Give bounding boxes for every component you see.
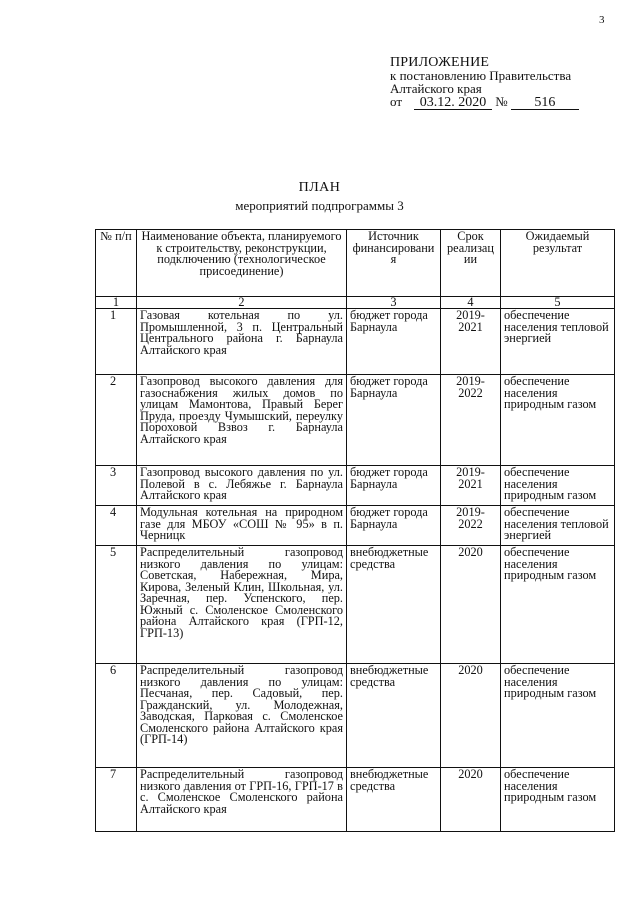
row-num: 5 bbox=[96, 546, 137, 664]
appendix-heading: ПРИЛОЖЕНИЕ bbox=[390, 55, 490, 70]
table-row bbox=[96, 466, 615, 506]
plan-table bbox=[95, 229, 615, 832]
page-number: 3 bbox=[599, 14, 605, 26]
plan-title: ПЛАН bbox=[298, 180, 341, 195]
row-source: внебюджетные средства bbox=[347, 768, 441, 832]
column-number: 5 bbox=[501, 297, 615, 309]
row-result: обеспечение населения природным газом bbox=[501, 466, 615, 506]
header-num: № п/п bbox=[96, 230, 137, 297]
row-period: 2019-2021 bbox=[441, 466, 501, 506]
table-row bbox=[96, 546, 615, 664]
header-source: Источник финансирования bbox=[347, 230, 441, 297]
row-result: обеспечение населения природным газом bbox=[501, 768, 615, 832]
column-number: 1 bbox=[96, 297, 137, 309]
row-source: бюджет города Барнаула bbox=[347, 309, 441, 375]
row-result: обеспечение населения природным газом bbox=[501, 546, 615, 664]
row-num: 3 bbox=[96, 466, 137, 506]
row-num: 6 bbox=[96, 664, 137, 768]
row-object: Газопровод высокого давления для газоснабжения жилых домов по улицам Мамонтова, Правый Берег Пруда, проезду Чумышский, переулку Пороховой Взвоз г. Барнаула Алтайского края bbox=[137, 375, 347, 466]
row-object: Распределительный газопровод низкого давления от ГРП-16, ГРП-17 в с. Смоленское Смоленского района Алтайского края bbox=[137, 768, 347, 832]
row-source: внебюджетные средства bbox=[347, 664, 441, 768]
header-period: Срок реализации bbox=[441, 230, 501, 297]
decree-date: 03.12. 2020 bbox=[414, 96, 492, 110]
row-source: бюджет города Барнаула bbox=[347, 375, 441, 466]
appendix-line-2: Алтайского края bbox=[390, 81, 482, 96]
header-result: Ожидаемый результат bbox=[501, 230, 615, 297]
row-object: Модульная котельная на природном газе для МБОУ «СОШ № 95» в п. Черницк bbox=[137, 506, 347, 546]
table-row bbox=[96, 309, 615, 375]
row-num: 4 bbox=[96, 506, 137, 546]
row-num: 7 bbox=[96, 768, 137, 832]
plan-subtitle: мероприятий подпрограммы 3 bbox=[235, 198, 404, 213]
row-period: 2019-2022 bbox=[441, 506, 501, 546]
row-result: обеспечение населения тепловой энергией bbox=[501, 506, 615, 546]
appendix-line-1: к постановлению Правительства bbox=[390, 68, 572, 83]
appendix-ot: от bbox=[390, 94, 403, 109]
row-source: бюджет города Барнаула bbox=[347, 466, 441, 506]
table-row bbox=[96, 768, 615, 832]
row-source: бюджет города Барнаула bbox=[347, 506, 441, 546]
row-result: обеспечение населения тепловой энергией bbox=[501, 309, 615, 375]
row-result: обеспечение населения природным газом bbox=[501, 664, 615, 768]
column-number: 4 bbox=[441, 297, 501, 309]
row-source: внебюджетные средства bbox=[347, 546, 441, 664]
row-period: 2020 bbox=[441, 768, 501, 832]
number-sign: № bbox=[495, 94, 508, 109]
row-object: Газопровод высокого давления по ул. Полевой в с. Лебяжье г. Барнаула Алтайского края bbox=[137, 466, 347, 506]
header-object: Наименование объекта, планируемого к строительству, реконструкции, подключению (технологическое присоединение) bbox=[137, 230, 347, 297]
table-header-row bbox=[96, 230, 615, 297]
row-period: 2020 bbox=[441, 546, 501, 664]
row-period: 2019-2022 bbox=[441, 375, 501, 466]
row-object: Газовая котельная по ул. Промышленной, 3 п. Центральный Центрального района г. Барнаула Алтайского края bbox=[137, 309, 347, 375]
table-row bbox=[96, 664, 615, 768]
table-row bbox=[96, 506, 615, 546]
decree-number: 516 bbox=[511, 96, 579, 110]
row-object: Распределительный газопровод низкого давления по улицам: Советская, Набережная, Мира, Кирова, Зеленый Клин, Школьная, ул. Заречная, пер. Успенского, пер. Южный с. Смоленское Смоленского района Алтайского края (ГРП-12, ГРП-13) bbox=[137, 546, 347, 664]
column-numbers-row bbox=[96, 297, 615, 309]
row-num: 1 bbox=[96, 309, 137, 375]
row-period: 2019-2021 bbox=[441, 309, 501, 375]
appendix-date-line bbox=[390, 95, 579, 110]
row-period: 2020 bbox=[441, 664, 501, 768]
column-number: 3 bbox=[347, 297, 441, 309]
row-object: Распределительный газопровод низкого давления по улицам: Песчаная, пер. Садовый, пер. Гражданский, ул. Молодежная, Заводская, Парковая с. Смоленское Смоленского района Алтайского края (ГРП-14) bbox=[137, 664, 347, 768]
appendix-block bbox=[390, 56, 579, 110]
column-number: 2 bbox=[137, 297, 347, 309]
row-num: 2 bbox=[96, 375, 137, 466]
row-result: обеспечение населения природным газом bbox=[501, 375, 615, 466]
table-row bbox=[96, 375, 615, 466]
